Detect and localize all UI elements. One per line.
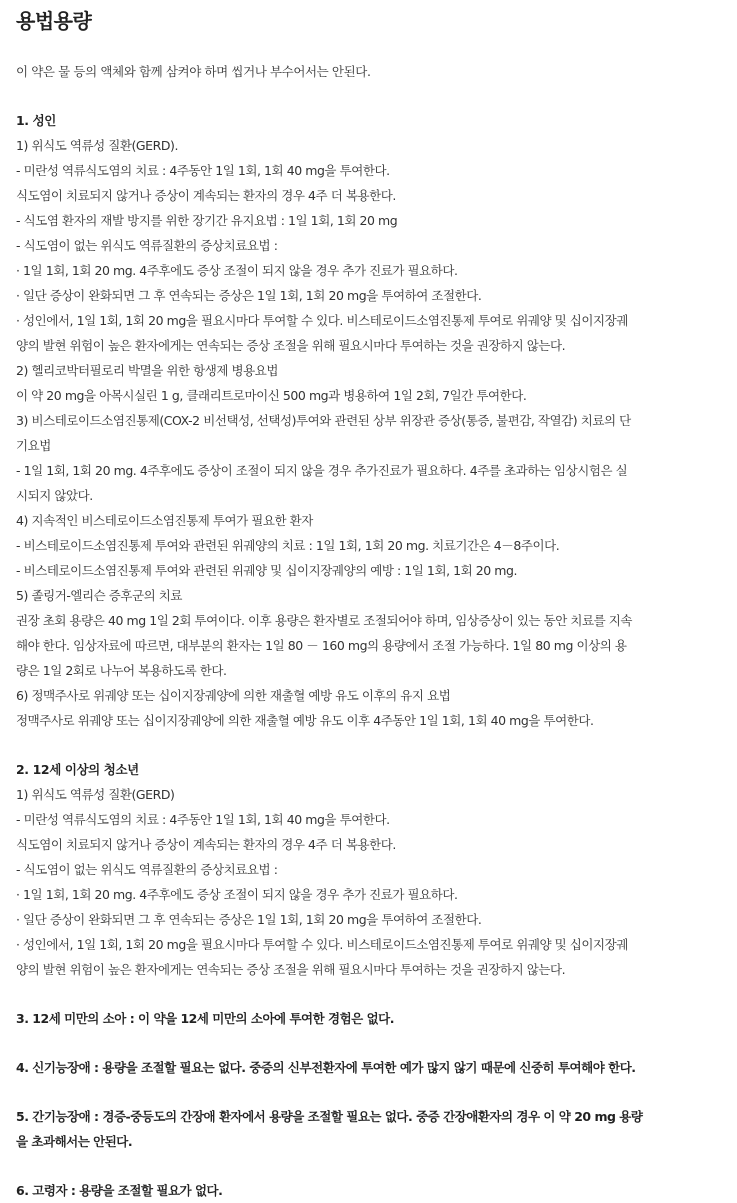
renal-impairment-text: 4. 신기능장애 : 용량을 조절할 필요는 없다. 중증의 신부전환자에 투여한 예가 많지 않기 때문에 신중히 투여해야 한다.: [16, 1060, 636, 1075]
section-heading-adolescent: 2. 12세 이상의 청소년: [16, 762, 139, 777]
text-line: 권장 초회 용량은 40 mg 1일 2회 투여이다. 이후 용량은 환자별로 조절되어야 하며, 임상증상이 있는 동안 치료를 지속: [16, 613, 633, 628]
text-line: · 성인에서, 1일 1회, 1회 20 mg을 필요시마다 투여할 수 있다. 비스테로이드소염진통제 투여로 위궤양 및 십이지장궤: [16, 313, 628, 328]
text-line: 2) 헬리코박터필로리 박멸을 위한 항생제 병용요법: [16, 363, 279, 378]
text-line: 이 약 20 mg을 아목시실린 1 g, 클래리트로마이신 500 mg과 병용하여 1일 2회, 7일간 투여한다.: [16, 388, 527, 403]
text-line: 을 초과해서는 안된다.: [16, 1134, 133, 1149]
text-line: 3) 비스테로이드소염진통제(COX-2 비선택성, 선택성)투여와 관련된 상부 위장관 증상(통증, 불편감, 작열감) 치료의 단: [16, 413, 631, 428]
child-dosage-text: 3. 12세 미만의 소아 : 이 약을 12세 미만의 소아에 투여한 경험은 없다.: [16, 1011, 395, 1026]
text-line: 1) 위식도 역류성 질환(GERD).: [16, 138, 178, 153]
text-line: - 비스테로이드소염진통제 투여와 관련된 위궤양 및 십이지장궤양의 예방 : 1일 1회, 1회 20 mg.: [16, 563, 518, 578]
text-line: 양의 발현 위험이 높은 환자에게는 연속되는 증상 조절을 위해 필요시마다 투여하는 것을 권장하지 않는다.: [16, 338, 566, 353]
text-line: 4) 지속적인 비스테로이드소염진통제 투여가 필요한 환자: [16, 513, 313, 528]
text-line: - 미란성 역류식도염의 치료 : 4주동안 1일 1회, 1회 40 mg을 투여한다.: [16, 163, 390, 178]
section-heading-adult: 1. 성인: [16, 113, 56, 128]
text-line: - 1일 1회, 1회 20 mg. 4주후에도 증상이 조절이 되지 않을 경우 추가진료가 필요하다. 4주를 초과하는 임상시험은 실: [16, 463, 628, 478]
text-line: · 1일 1회, 1회 20 mg. 4주후에도 증상 조절이 되지 않을 경우 추가 진료가 필요하다.: [16, 887, 458, 902]
text-line: 기요법: [16, 438, 51, 453]
section-elderly: [16, 1178, 727, 1203]
text-line: - 식도염이 없는 위식도 역류질환의 증상치료요법 :: [16, 862, 278, 877]
text-line: · 1일 1회, 1회 20 mg. 4주후에도 증상 조절이 되지 않을 경우 추가 진료가 필요하다.: [16, 263, 458, 278]
section-hepatic: [16, 1104, 727, 1154]
adolescent-body: [16, 782, 727, 982]
text-line: 6) 정맥주사로 위궤양 또는 십이지장궤양에 의한 재출혈 예방 유도 이후의 유지 요법: [16, 688, 451, 703]
section-adolescent: [16, 757, 727, 982]
text-line: - 식도염 환자의 재발 방지를 위한 장기간 유지요법 : 1일 1회, 1회 20 mg: [16, 213, 398, 228]
text-line: - 식도염이 없는 위식도 역류질환의 증상치료요법 :: [16, 238, 278, 253]
text-line: 정맥주사로 위궤양 또는 십이지장궤양에 의한 재출혈 예방 유도 이후 4주동안 1일 1회, 1회 40 mg을 투여한다.: [16, 713, 594, 728]
intro-text: 이 약은 물 등의 액체와 함께 삼켜야 하며 씹거나 부수어서는 안된다.: [16, 64, 371, 79]
hepatic-impairment-body: [16, 1104, 727, 1154]
text-line: 양의 발현 위험이 높은 환자에게는 연속되는 증상 조절을 위해 필요시마다 투여하는 것을 권장하지 않는다.: [16, 962, 566, 977]
text-line: 식도염이 치료되지 않거나 증상이 계속되는 환자의 경우 4주 더 복용한다.: [16, 837, 396, 852]
section-renal: [16, 1055, 727, 1080]
text-line: 식도염이 치료되지 않거나 증상이 계속되는 환자의 경우 4주 더 복용한다.: [16, 188, 396, 203]
text-line: 해야 한다. 임상자료에 따르면, 대부분의 환자는 1일 80 － 160 mg의 용량에서 조절 가능하다. 1일 80 mg 이상의 용: [16, 638, 627, 653]
text-line: 1) 위식도 역류성 질환(GERD): [16, 787, 175, 802]
text-line: - 미란성 역류식도염의 치료 : 4주동안 1일 1회, 1회 40 mg을 투여한다.: [16, 812, 390, 827]
page-title: 용법용량: [16, 9, 92, 33]
text-line: 시되지 않았다.: [16, 488, 93, 503]
text-line: 5) 졸링거-엘리슨 증후군의 치료: [16, 588, 183, 603]
text-line: 량은 1일 2회로 나누어 복용하도록 한다.: [16, 663, 227, 678]
text-line: · 일단 증상이 완화되면 그 후 연속되는 증상은 1일 1회, 1회 20 mg을 투여하여 조절한다.: [16, 288, 482, 303]
section-child: [16, 1006, 727, 1031]
text-line: · 일단 증상이 완화되면 그 후 연속되는 증상은 1일 1회, 1회 20 mg을 투여하여 조절한다.: [16, 912, 482, 927]
elderly-dosage-text: 6. 고령자 : 용량을 조절할 필요가 없다.: [16, 1183, 223, 1198]
adult-body: [16, 133, 727, 733]
section-adult: [16, 108, 727, 733]
text-line: · 성인에서, 1일 1회, 1회 20 mg을 필요시마다 투여할 수 있다. 비스테로이드소염진통제 투여로 위궤양 및 십이지장궤: [16, 937, 628, 952]
text-line: - 비스테로이드소염진통제 투여와 관련된 위궤양의 치료 : 1일 1회, 1회 20 mg. 치료기간은 4－8주이다.: [16, 538, 560, 553]
text-line: 5. 간기능장애 : 경증-중등도의 간장애 환자에서 용량을 조절할 필요는 없다. 중증 간장애환자의 경우 이 약 20 mg 용량: [16, 1109, 643, 1124]
